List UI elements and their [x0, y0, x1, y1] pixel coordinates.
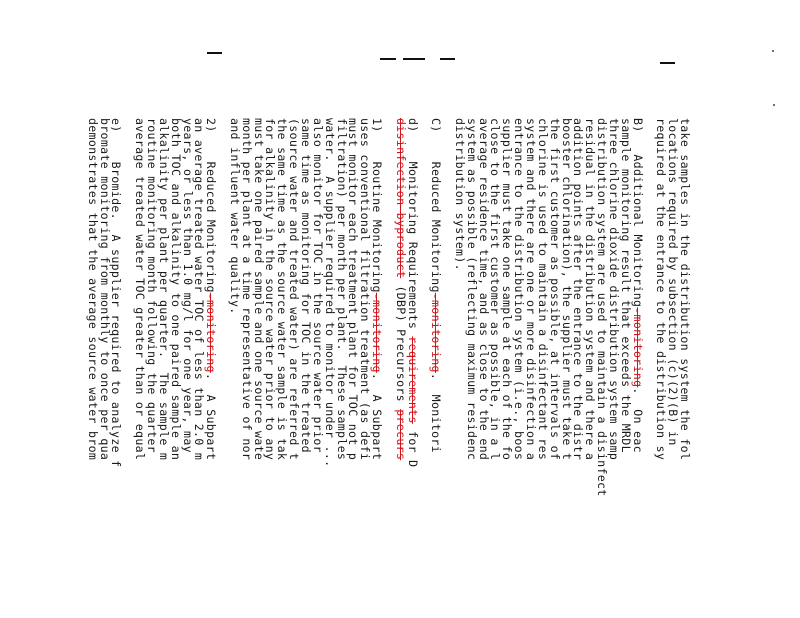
text-line: C) Reduced Monitoring-monitoring. Monitori — [429, 118, 444, 453]
text-line: distribution system are used to maintain a disinfect — [595, 118, 610, 497]
text-line: for alkalinity in the source water prior to any — [263, 118, 278, 461]
text-line: years, or less than 1.0 mg/l for one year, may — [180, 118, 195, 453]
text-line: uses conventional filtration treatment (as defi — [358, 118, 373, 461]
scan-speck — [772, 50, 774, 52]
text-line: must monitor each treatment plant for TOC not p — [346, 118, 361, 461]
text-line: average residence time, and as close to the end — [476, 118, 491, 461]
text-line: system as possible (reflecting maximum residenc — [464, 118, 479, 461]
text-line: 2) Reduced Monitoring-monitoring. A Subpart — [204, 118, 219, 461]
text-line: bromate monitoring from monthly to once per qua — [97, 118, 112, 461]
text-line: routine monitoring month following the quarter — [145, 118, 160, 453]
scan-speck — [773, 104, 775, 106]
text-line: month per plant at a time representative of nor — [239, 118, 254, 461]
text-line: average treated water TOC greater than or equal — [133, 118, 148, 461]
margin-tick-5 — [660, 62, 675, 64]
text-line: entrance to the distribution system (i.e., boos — [512, 118, 527, 461]
text-line: also monitor for TOC in the source water prior — [310, 118, 325, 453]
text-line: B) Additional Monitoring-monitoring. On eac — [630, 118, 645, 453]
text-line: the same time as the source water sample is tak — [275, 118, 290, 461]
margin-tick-1 — [207, 52, 222, 54]
text-line: the first customer as possible, at intervals of — [547, 118, 562, 461]
text-line: alkalinity per plant per quarter. The sample m — [156, 118, 171, 461]
text-line: same time as monitoring for TOC in the treated — [299, 118, 313, 453]
text-line: and influent water quality. — [227, 118, 242, 315]
text-line: water. A supplier required to monitor under ... — [322, 118, 337, 468]
text-line: (source water and treated water) are referred t — [287, 118, 302, 461]
text-line: booster chlorination), the supplier must take t — [559, 118, 574, 461]
text-line: sample monitoring result that exceeds the MRDL — [618, 118, 633, 453]
text-line: demonstrates that the average source water brom — [85, 118, 100, 461]
text-line: chlorine is used to maintain a disinfectant res — [535, 118, 550, 461]
text-line: supplier must take one sample at each of the fo — [500, 118, 515, 461]
margin-tick-4 — [440, 58, 455, 60]
blank-line — [122, 118, 134, 618]
text-line: locations required by subsection (c)(2)(B) in — [666, 118, 681, 446]
rotated-text-block — [86, 118, 690, 618]
text-line: an average treated water TOC of less than 2.0 m — [192, 118, 207, 461]
text-line: 1) Routine Monitoring-monitoring. A Subpart — [370, 118, 385, 461]
text-line: required at the entrance to the distribution sy — [654, 118, 669, 461]
text-line: close to the first customer as possible, in a l — [488, 118, 503, 461]
margin-tick-2 — [380, 58, 396, 60]
text-line: both TOC and alkalinity to one paired sample an — [168, 118, 183, 461]
text-line: d) Monitoring Requirements requirements for D — [405, 118, 420, 468]
text-line: residual in the distribution system and there a — [583, 118, 598, 461]
text-line: take samples in the distribution system the fol — [678, 118, 692, 461]
text-line: filtration) per month per plant. These samples — [334, 118, 349, 461]
text-line: disinfection byproduct (DBP) Precursors precurs — [393, 118, 408, 461]
text-line: e) Bromide. A supplier required to analyze f — [109, 118, 124, 468]
text-line: three chlorine dioxide distribution system samp — [606, 118, 621, 461]
text-line: must take one paired sample and one source wate — [251, 118, 266, 461]
text-line: distribution system). — [452, 118, 467, 271]
text-line: system and there are one or more disinfection a — [524, 118, 539, 461]
margin-tick-3 — [403, 58, 425, 60]
text-line: addition points after the entrance to the distr — [571, 118, 586, 461]
